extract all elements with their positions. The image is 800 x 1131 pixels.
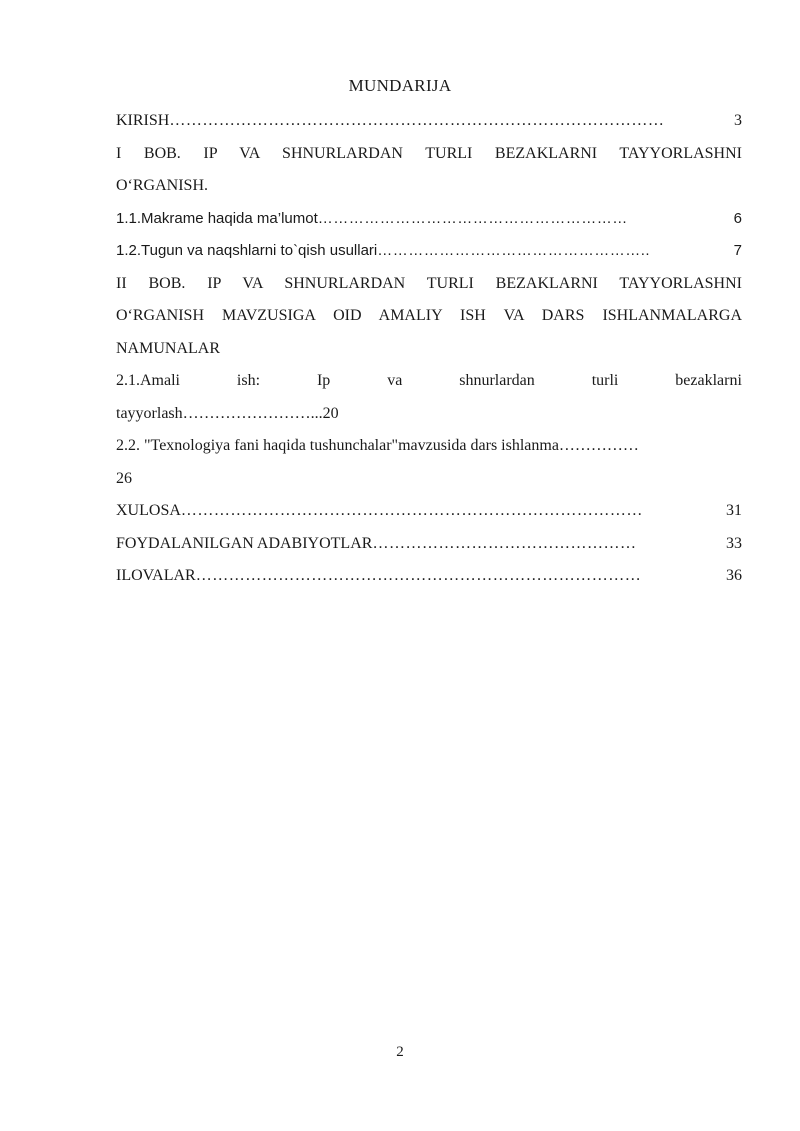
toc-entry-label: 1.1.Makrame haqida ma’lumot xyxy=(116,209,318,227)
toc-entry-label: KIRISH xyxy=(116,112,170,129)
toc-entry-chapter-1 xyxy=(116,138,742,203)
toc-entry-1-1 xyxy=(116,203,742,236)
toc-entry-2-1 xyxy=(116,365,742,430)
toc-page-number: 3 xyxy=(734,112,742,129)
toc-entry-label-cont: tayyorlash……………………...20 xyxy=(116,404,339,422)
toc-leader-dots: ………………………………………………………………………… xyxy=(180,502,643,519)
page-title: MUNDARIJA xyxy=(348,76,452,95)
toc-leader-dots: …………………………………………….. xyxy=(377,242,651,259)
toc-entry-label-cont: O‘RGANISH MAVZUSIGA OID AMALIY ISH VA DARS ISHLANMALARGA xyxy=(116,307,742,324)
toc-entry-kirish xyxy=(116,105,742,138)
toc-page-number: 36 xyxy=(726,567,742,584)
toc-page-number: 33 xyxy=(726,534,742,552)
toc-word: 2.1.Amali xyxy=(116,372,180,389)
toc-entry-1-2 xyxy=(116,235,742,268)
toc-entry-label: ILOVALAR xyxy=(116,567,196,584)
toc-word: shnurlardan xyxy=(459,372,535,389)
toc-leader-dots: ……………………………………………………………………… xyxy=(195,567,642,584)
toc-leader-dots: ………………………………………… xyxy=(372,534,637,552)
toc-entry-label: II BOB. IP VA SHNURLARDAN TURLI BEZAKLARNI TAYYORLASHNI xyxy=(116,274,742,292)
toc-word: va xyxy=(387,372,403,389)
toc-entry-label: XULOSA xyxy=(116,502,181,519)
toc-word: bezaklarni xyxy=(675,372,742,389)
toc-leader-dots: …………………………………………………… xyxy=(317,209,628,227)
toc-entry-label: 1.2.Tugun va naqshlarni to`qish usullari xyxy=(116,242,378,259)
toc-entry-2-2 xyxy=(116,430,742,495)
toc-entry-label-cont: O‘RGANISH. xyxy=(116,177,208,194)
toc-page-number: 26 xyxy=(116,469,132,487)
toc-entry-label: FOYDALANILGAN ADABIYOTLAR xyxy=(116,534,373,552)
toc-entry-chapter-2 xyxy=(116,268,742,366)
toc-entry-ilovalar xyxy=(116,560,742,593)
toc-leader-dots: ……………………………………………………………………………… xyxy=(169,112,665,129)
toc-page-number: 6 xyxy=(733,209,742,227)
toc-entry-label: I BOB. IP VA SHNURLARDAN TURLI BEZAKLARNI TAYYORLASHNI xyxy=(116,144,742,162)
toc-entry-label: 2.2. "Texnologiya fani haqida tushunchalar"mavzusida dars ishlanma…………… xyxy=(116,437,639,454)
toc-word: ish: xyxy=(236,372,261,389)
toc-entry-xulosa xyxy=(116,495,742,528)
toc-entry-adabiyotlar xyxy=(116,528,742,561)
toc-entry-label xyxy=(116,365,742,398)
toc-page-number: 7 xyxy=(733,242,742,259)
page-number: 2 xyxy=(396,1044,404,1060)
toc-word: Ip xyxy=(316,372,331,389)
toc-entry-label-cont: NAMUNALAR xyxy=(116,339,220,357)
toc-word: turli xyxy=(591,372,619,389)
table-of-contents xyxy=(116,105,742,593)
toc-page-number: 31 xyxy=(726,502,742,519)
